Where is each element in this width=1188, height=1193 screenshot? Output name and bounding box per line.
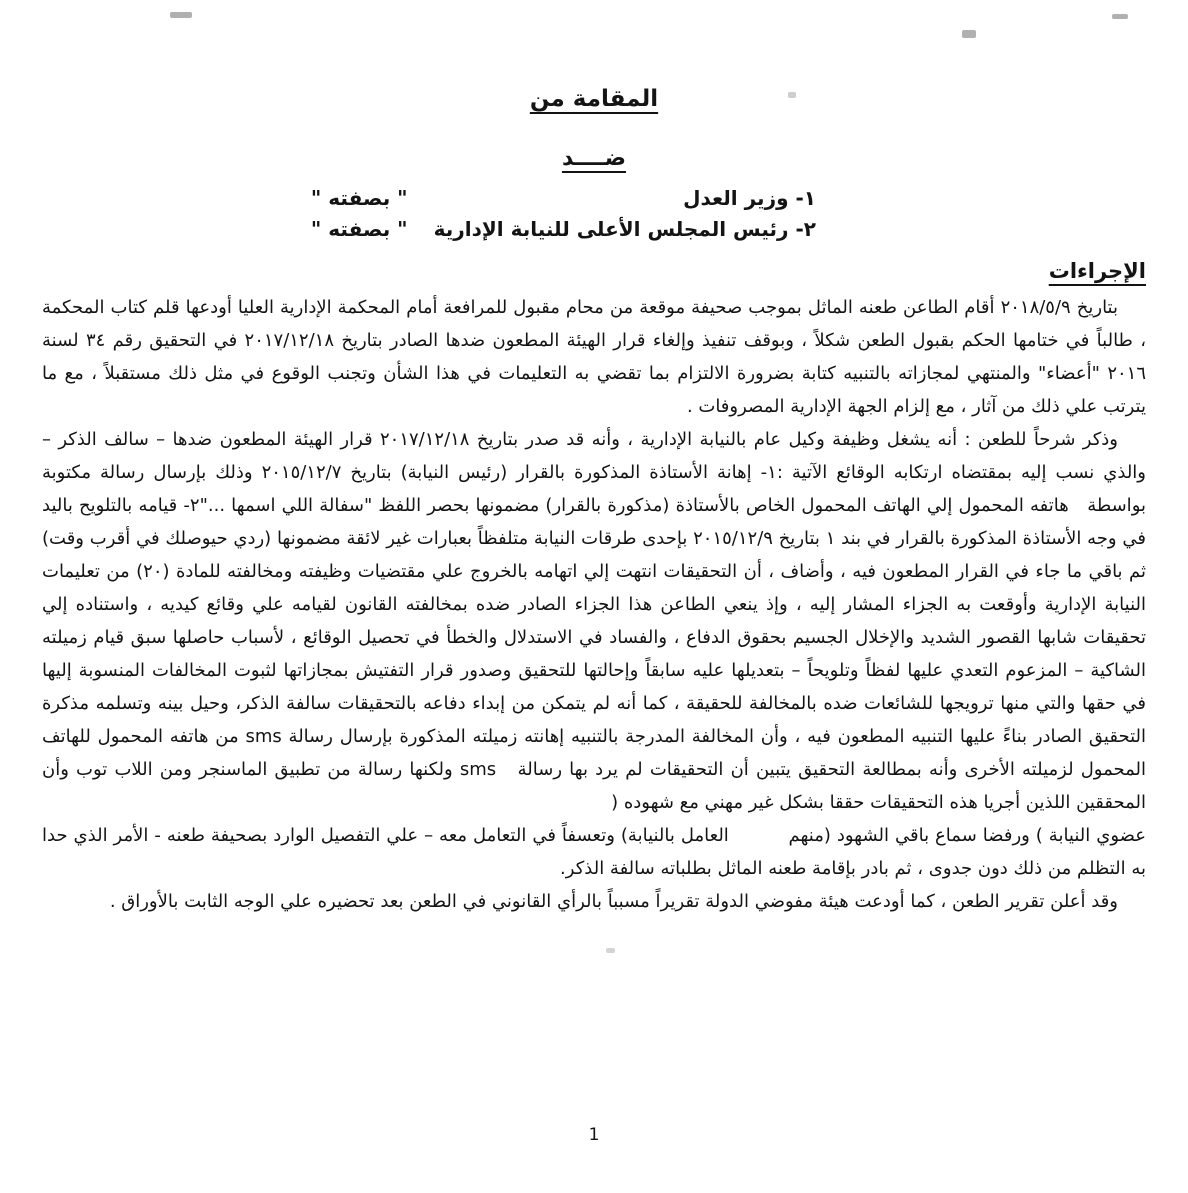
versus-heading (42, 146, 1146, 171)
section-heading-text: الإجراءات (1048, 259, 1146, 283)
versus-text: ضــــد (561, 146, 627, 171)
paragraph-grounds: وذكر شرحاً للطعن : أنه يشغل وظيفة وكيل عام بالنيابة الإدارية ، وأنه قد صدر بتاريخ ٢٠١٧/١٢/١٨ قرار الهيئة المطعون ضدها – سالف الذكر – والذي نسب إليه بمقتضاه ارتكابه الوقائع الآتية :١- إهانة الأستاذة المذكورة بالقرار (رئيس النيابة) بتاريخ ٢٠١٥/١٢/٧ وذلك بإرسال رسالة مكتوبة بواسطة هاتفه المحمول إلي الهاتف المحمول الخاص بالأستاذة (مذكورة بالقرار) مضمونها بحصر اللفظ "سفالة اللي اسمها ..."٢- قيامه بالتلويح باليد في وجه الأستاذة المذكورة بالقرار في بند ١ بتاريخ ٢٠١٥/١٢/٩ بإحدى طرقات النيابة متلفظاً بعبارات غير لائقة مضمونها (ردي حيوصلك في أقرب وقت) ثم باقي ما جاء في القرار المطعون فيه ، وأضاف ، أن التحقيقات انتهت إلي اتهامه بالخروج علي مقتضيات وظيفته ومخالفته للمادة (٢٠) من تعليمات النيابة الإدارية وأوقعت به الجزاء المشار إليه ، وإذ ينعي الطاعن هذا الجزاء الصادر ضده بمخالفته القانون لقيامه علي وقائع كيديه ، واستناده إلي تحقيقات شابها القصور الشديد والإخلال الجسيم بحقوق الدفاع ، والفساد في الاستدلال والخطأ في تحصيل الوقائع ، لأسباب حاصلها سبق قيام زميلته الشاكية – المزعوم التعدي عليها لفظاً وتلويحاً – بتعديلها عليه سابقاً وإحالتها للتحقيق وصدور قرار التفتيش بمجازاتها لثبوت المخالفات المنسوبة إليها في حقها والتي منها ترويجها للشائعات ضده بالمخالفة للحقيقة ، كما أنه لم يتمكن من إبداء دفاعه بالتحقيقات سالفة الذكر، وحيل بينه وتسلمه مذكرة التحقيق الصادر بناءً عليها التنبيه المطعون فيه ، وأن المخالفة المدرجة بالتنبيه إهانته زميلته المذكورة بإرسال رسالة sms من هاتفه المحمول للهاتف المحمول لزميلته الأخرى وأنه بمطالعة التحقيق يتبين أن التحقيقات لم يرد بها رسالة sms ولكنها رسالة من تطبيق الماسنجر ومن اللاب توب وأن المحققين اللذين أجريا هذه التحقيقات حققا بشكل غير مهني مع شهوده ( (42, 429, 1146, 813)
paragraph-commissioners-report: وقد أعلن تقرير الطعن ، كما أودعت هيئة مفوضي الدولة تقريراً مسبباً بالرأي القانوني في الطعن بعد تحضيره علي الوجه الثابت بالأوراق . (109, 891, 1118, 912)
scan-artifact (170, 12, 192, 18)
paragraph-grounds-continued: عضوي النيابة ) ورفضا سماع باقي الشهود (منهم العامل بالنيابة) وتعسفاً في التعامل معه – علي التفصيل الوارد بصحيفة طعنه - الأمر الذي حدا به التظلم من ذلك دون جدوى ، ثم بادر بإقامة طعنه الماثل بطلباته سالفة الذكر. (42, 825, 1146, 879)
scan-artifact (788, 92, 796, 98)
party-capacity-2: " بصفته " (310, 217, 408, 241)
page-number: 1 (588, 1125, 600, 1145)
party-name-1: ١- وزير العدل (683, 186, 816, 210)
page-title-text: المقامة من (529, 86, 659, 112)
paragraph-filing: بتاريخ ٢٠١٨/٥/٩ أقام الطاعن طعنه الماثل بموجب صحيفة موقعة من محام مقبول للمرافعة أمام المحكمة الإدارية العليا أودعها قلم كتاب المحكمة ، طالباً في ختامها الحكم بقبول الطعن شكلاً ، وبوقف تنفيذ وإلغاء قرار الهيئة المطعون ضدها الصادر بتاريخ ٢٠١٧/١٢/١٨ في التحقيق رقم ٣٤ لسنة ٢٠١٦ "أعضاء" والمنتهي لمجازاته بالتنبيه كتابة بضرورة الالتزام بما تقضي به التعليمات في هذا الشأن وتجنب الوقوع في مثل ذلك مستقبلاً ، مع ما يترتب علي ذلك من آثار ، مع إلزام الجهة الإدارية المصروفات . (42, 297, 1147, 417)
scan-artifact (962, 30, 976, 38)
page-title (42, 86, 1146, 112)
parties-list (42, 183, 816, 245)
section-heading-procedures (42, 259, 1146, 283)
scan-artifact (1112, 14, 1128, 19)
party-name-2: ٢- رئيس المجلس الأعلى للنيابة الإدارية (433, 217, 816, 241)
scan-artifact (606, 948, 615, 953)
party-capacity-1: " بصفته " (310, 186, 408, 210)
